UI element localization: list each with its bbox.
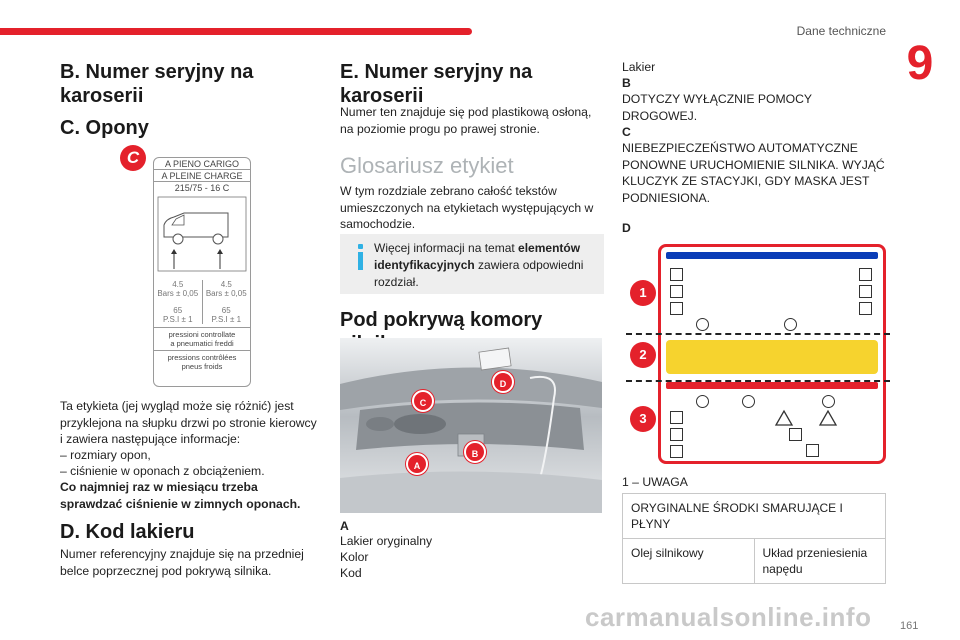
rear-pressure-psi: 65: [221, 306, 231, 315]
diagram-square: [670, 302, 683, 315]
caption-line-original-paint: Lakier oryginalny: [340, 534, 433, 548]
diagram-badge-3: 3: [630, 406, 656, 432]
diagram-circle: [696, 395, 709, 408]
heading-tyres: C. Opony: [60, 117, 149, 139]
lubricants-table: [622, 493, 886, 584]
top-accent-bar: [0, 28, 472, 35]
serial-number-description: Numer ten znajduje się pod plastikową osłoną, na poziomie progu po prawej stronie.: [340, 105, 592, 136]
caption-a-label: A: [340, 519, 349, 533]
label-letter-d: D: [622, 221, 631, 235]
french-note-1: pressions contrôlées: [167, 353, 237, 362]
diagram-square: [806, 444, 819, 457]
diagram-square: [670, 411, 683, 424]
pressure-check-note: Co najmniej raz w miesiącu trzeba sprawdzać ciśnienie w zimnych oponach.: [60, 480, 301, 511]
chapter-number: 9: [906, 37, 934, 90]
tyre-label-description: Ta etykieta (jej wygląd może się różnić) jest przyklejona na słupku drzwi po stronie kierowcy i zawiera następujące informacje:: [60, 399, 317, 446]
paint-code-description: Numer referencyjny znajduje się na przedniej belce poprzecznej pod pokrywą silnika.: [60, 547, 304, 578]
tyre-label-line2: A PLEINE CHARGE: [154, 170, 250, 182]
engine-badge-a: A: [406, 453, 428, 475]
heading-serial-number-e: E. Numer seryjny na karoserii: [340, 61, 533, 107]
diagram-circle: [742, 395, 755, 408]
tyre-pressure-label: [153, 157, 251, 387]
diagram-dashed-line-top: [626, 333, 890, 335]
diagram-square: [670, 445, 683, 458]
rear-pressure-unit: Bars ± 0,05: [205, 289, 247, 298]
italian-note-2: a pneumatici freddi: [170, 339, 234, 348]
rear-pressure-bars: 4.5: [220, 280, 232, 289]
diagram-square: [859, 268, 872, 281]
italian-note-1: pressioni controllate: [168, 330, 236, 339]
heading-paint-code: D. Kod lakieru: [60, 521, 195, 543]
diagram-square: [670, 268, 683, 281]
lubricants-cell-transmission: Układ przeniesienia napędu: [754, 539, 886, 584]
engine-badge-d: D: [492, 371, 514, 393]
label-text-roadside: DOTYCZY WYŁĄCZNIE POMOCY DROGOWEJ.: [622, 92, 812, 123]
page-number: 161: [900, 620, 919, 632]
warning-caption: 1 – UWAGA: [622, 475, 688, 489]
diagram-badge-2: 2: [630, 342, 656, 368]
label-text-lakier: Lakier: [622, 60, 656, 74]
engine-bay-illustration: [340, 338, 602, 513]
engine-bay-image: [340, 338, 602, 513]
diagram-triangles: [774, 408, 840, 428]
rear-psi-unit: P.S.I ± 1: [211, 315, 242, 324]
front-psi-unit: P.S.I ± 1: [162, 315, 193, 324]
front-pressure-bars: 4.5: [172, 280, 184, 289]
diagram-square: [859, 285, 872, 298]
van-icon: [154, 195, 250, 275]
info-text-pre: Więcej informacji na temat: [374, 241, 519, 255]
heading-serial-number-b: B. Numer seryjny na karoserii: [60, 61, 254, 107]
french-note-2: pneus froids: [181, 362, 223, 371]
bullet-tyre-pressure: – ciśnienie w oponach z obciążeniem.: [60, 464, 265, 478]
diagram-blue-strip: [666, 252, 878, 259]
tyre-size: 215/75 - 16 C: [174, 183, 230, 193]
info-text-bold: elementów identyfikacyjnych: [374, 241, 581, 272]
info-box: [340, 234, 604, 294]
glossary-description: W tym rozdziale zebrano całość tekstów umieszczonych na etykietach występujących w samochodzie.: [340, 184, 594, 231]
heading-under-hood: Pod pokrywą komory: [340, 309, 543, 331]
warning-label-diagram: [622, 242, 890, 470]
label-letter-c: C: [622, 125, 631, 139]
watermark: carmanualsonline.info: [585, 602, 872, 632]
diagram-square: [789, 428, 802, 441]
diagram-yellow-area: [666, 340, 878, 374]
info-text-post: zawiera odpowiedni rozdział.: [374, 258, 584, 289]
glossary-heading: Glosariusz etykiet: [340, 153, 514, 178]
diagram-square: [670, 428, 683, 441]
diagram-square: [859, 302, 872, 315]
caption-line-colour: Kolor: [340, 550, 369, 564]
label-text-danger: NIEBEZPIECZEŃSTWO AUTOMATYCZNE PONOWNE URUCHOMIENIE SILNIKA. WYJĄĆ KLUCZYK ZE STACYJKI, GDY MASKA JEST PODNIESIONA.: [622, 141, 885, 205]
engine-badge-b: B: [464, 441, 486, 463]
caption-line-code: Kod: [340, 566, 362, 580]
diagram-circle: [822, 395, 835, 408]
engine-badge-c: C: [412, 390, 434, 412]
lubricants-table-header: ORYGINALNE ŚRODKI SMARUJĄCE I PŁYNY: [623, 494, 886, 539]
lubricants-cell-engine-oil: Olej silnikowy: [623, 539, 755, 584]
section-title: Dane techniczne: [796, 24, 886, 38]
diagram-red-strip: [666, 382, 878, 389]
info-icon: [354, 244, 368, 272]
bullet-tyre-sizes: – rozmiary opon,: [60, 448, 151, 462]
diagram-badge-1: 1: [630, 280, 656, 306]
label-letter-b: B: [622, 76, 631, 90]
front-pressure-psi: 65: [173, 306, 183, 315]
front-pressure-unit: Bars ± 0,05: [157, 289, 199, 298]
diagram-circle: [784, 318, 797, 331]
diagram-circle: [696, 318, 709, 331]
tyre-label-line1: A PIENO CARIGO: [154, 158, 250, 170]
tyre-label-badge: C: [120, 145, 146, 171]
diagram-square: [670, 285, 683, 298]
